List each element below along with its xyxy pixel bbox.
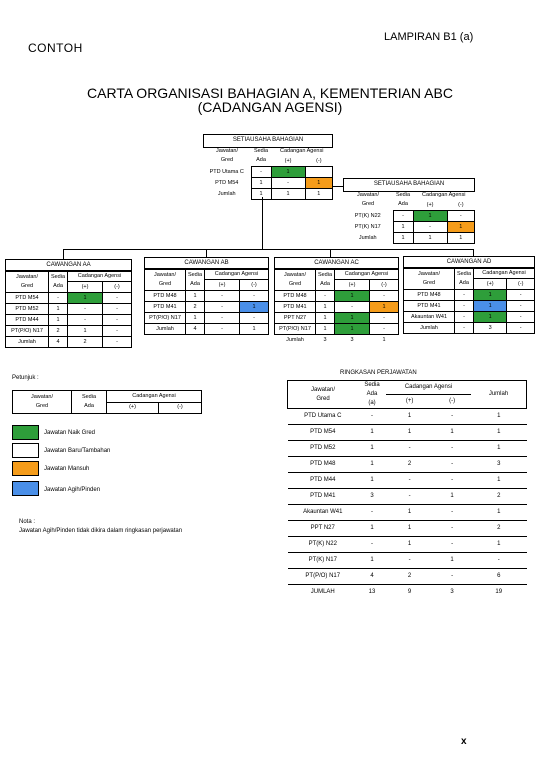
page-title: CARTA ORGANISASI BAHAGIAN A, KEMENTERIAN ABC (87, 85, 453, 101)
table-row: PT(K) N17 1 - 1 - (288, 553, 527, 569)
table-row: PTD M48 1 - - (145, 291, 269, 302)
table-row: PT(P/O) N17 4 2 - 6 (288, 569, 527, 585)
table-row: PTD M52 1 - - (6, 304, 132, 315)
table-row: PTD M54 1 1 1 1 (288, 425, 527, 441)
cawangan-ac-table: Jawatan/ Gred Sedia Ada Cadangan Agensi (+) (-) PTD M48 - 1 - PTD M41 1 - 1 PPT N27 1 1 - PT(P/O) N17 1 1 - Jumlah 3 3 1 (274, 268, 399, 345)
connector-branch (63, 249, 473, 250)
table-row: PTD Utama C - 1 (203, 167, 333, 178)
table-row: PT(P/O) N17 1 1 - (275, 324, 399, 335)
col-ada: Ada (256, 157, 266, 163)
col-cadangan: Cadangan Agensi (280, 147, 324, 154)
legend-agih: Jawatan Agih/Pinden (44, 487, 101, 493)
table-row: PTD M52 1 - - 1 (288, 441, 527, 457)
setiausaha2-title: SETIAUSAHA BAHAGIAN (343, 178, 475, 192)
cawangan-ad-title: CAWANGAN AD (403, 256, 535, 269)
table-row: Akauntan W41 - 1 - (404, 312, 535, 323)
legend-baru: Jawatan Baru/Tambahan (44, 448, 111, 454)
petunjuk-title: Petunjuk : (12, 375, 39, 381)
table-row: Akauntan W41 - 1 - 1 (288, 505, 527, 521)
ringkasan-table: Jawatan/ Gred Sedia Ada (a) Cadangan Agensi Jumlah (+) (-) PTD Utama C - 1 - 1 PTD M54 1 1 1 1 PTD M52 1 - - 1 PTD M48 1 2 - 3 PTD M44 1 - - 1 PTD M41 3 - 1 2 Akauntan W41 - 1 - 1 PPT N27 1 1 - 2 PT(K) N22 - 1 - 1 PT(K) N17 1 - 1 - PT(P/O) N17 4 2 - 6 JUMLAH 13 9 3 19 (287, 380, 527, 601)
table-row: PTD M41 1 - 1 (275, 302, 399, 313)
legend-naik-gred: Jawatan Naik Gred (44, 430, 96, 436)
connector-ab (206, 249, 207, 257)
cawangan-aa-title: CAWANGAN AA (5, 259, 132, 272)
setiausaha-table (203, 146, 333, 200)
table-row: Jumlah 3 3 1 (286, 336, 386, 343)
col-minus: (-) (316, 157, 322, 164)
connector-aa (63, 249, 64, 259)
table-row: PTD M48 - 1 - (275, 291, 399, 302)
table-row: PT(K) N22 - 1 - 1 (288, 537, 527, 553)
col-sedia: Sedia (253, 148, 269, 154)
table-row: PTD M54 - 1 - (6, 293, 132, 304)
nota-title: Nota : (19, 519, 36, 525)
table-row: Jumlah 1 1 1 (203, 189, 333, 200)
table-row: PTD M41 2 - 1 (145, 302, 269, 313)
cawangan-aa-table: Jawatan/ Gred Sedia Ada Cadangan Agensi (+) (-) PTD M54 - 1 - PTD M52 1 - - PTD M44 1 - - PT(P/O) N17 2 1 - Jumlah 4 2 - (5, 270, 132, 348)
table-row: PT(K) N22 - 1 - (343, 211, 475, 222)
table-row: Jumlah 1 1 1 (343, 233, 475, 244)
footer-mark: x (461, 736, 467, 747)
cawangan-ad-table: Jawatan/ Gred Sedia Ada Cadangan Agensi (+) (-) PTD M48 - 1 - PTD M41 - 1 - Akauntan W41 - 1 - Jumlah - 3 - (403, 267, 535, 334)
col-jawatan: Jawatan/ (215, 148, 238, 155)
ringkasan-title: RINGKASAN PERJAWATAN (340, 370, 417, 376)
table-row: JUMLAH 13 9 3 19 (288, 585, 527, 601)
table-row: Jumlah 4 2 - (6, 337, 132, 348)
table-row: PTD M54 1 - 1 (203, 178, 333, 189)
table-row: Jumlah 4 - 1 (145, 324, 269, 335)
table-row: PTD Utama C - 1 - 1 (288, 409, 527, 425)
contoh-label: CONTOH (28, 41, 83, 55)
lampiran-label: LAMPIRAN B1 (a) (384, 31, 474, 43)
setiausaha-title: SETIAUSAHA BAHAGIAN (203, 134, 333, 148)
connector-ad (473, 249, 474, 256)
table-row: Jumlah - 3 - (404, 323, 535, 334)
table-row: PTD M48 - 1 - (404, 290, 535, 301)
table-row: PTD M41 - 1 - (404, 301, 535, 312)
petunjuk-header: Jawatan/ Gred Sedia Ada Cadangan Agensi (+) (-) (12, 390, 202, 414)
table-row: PTD M44 1 - - (6, 315, 132, 326)
col-gred: Gred (220, 157, 234, 164)
legend-swatch-mansuh (12, 461, 39, 476)
table-row: PPT N27 1 1 - (275, 313, 399, 324)
legend-swatch-agih (12, 481, 39, 496)
table-row: PTD M41 3 - 1 2 (288, 489, 527, 505)
table-row: PT(P/O) N17 2 1 - (6, 326, 132, 337)
table-row: PT(K) N17 1 - 1 (343, 222, 475, 233)
setiausaha2-table: Jawatan/ Gred Sedia Ada Cadangan Agensi (+) (-) PT(K) N22 - 1 - PT(K) N17 1 - 1 Jumlah 1 1 1 (343, 190, 475, 244)
table-row: PTD M48 1 2 - 3 (288, 457, 527, 473)
cawangan-ab-table: Jawatan/ Gred Sedia Ada Cadangan Agensi (+) (-) PTD M48 1 - - PTD M41 2 - 1 PT(P/O) N17 1 - - Jumlah 4 - 1 (144, 268, 269, 335)
nota-text: Jawatan Agih/Pinden tidak dikira dalam ringkasan perjawatan (19, 528, 183, 534)
cawangan-ac-title: CAWANGAN AC (274, 257, 399, 270)
legend-swatch-naik-gred (12, 425, 39, 440)
table-row: PTD M44 1 - - 1 (288, 473, 527, 489)
table-row: PT(P/O) N17 1 - - (145, 313, 269, 324)
connector-vertical (262, 197, 263, 249)
table-row: PPT N27 1 1 - 2 (288, 521, 527, 537)
legend-swatch-baru (12, 443, 39, 458)
page-subtitle: (CADANGAN AGENSI) (197, 99, 343, 115)
col-plus: (+) (284, 157, 292, 164)
cawangan-ab-title: CAWANGAN AB (144, 257, 269, 270)
connector-ac (330, 249, 331, 257)
legend-mansuh: Jawatan Mansuh (44, 466, 90, 472)
